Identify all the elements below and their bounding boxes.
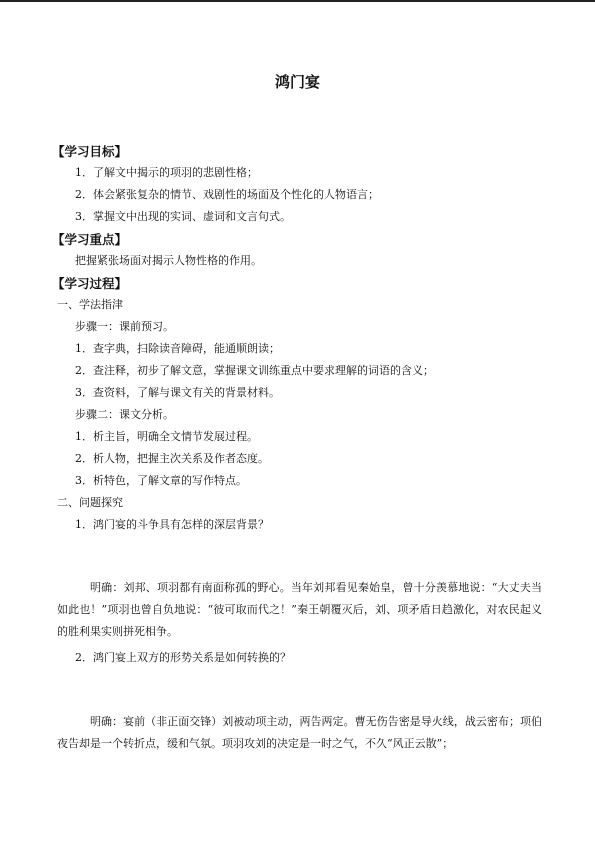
step-one-label: 步骤一：课前预习。 <box>75 320 174 333</box>
section-heading-focus: 【学习重点】 <box>52 232 128 247</box>
section-heading-process: 【学习过程】 <box>52 276 128 291</box>
question-2: 2．鸿门宴上双方的形势关系是如何转换的？ <box>75 651 291 664</box>
step-two-label: 步骤二：课文分析。 <box>75 408 174 421</box>
focus-text: 把握紧张场面对揭示人物性格的作用。 <box>75 254 262 267</box>
step-one-item-3: 3．查资料，了解与课文有关的背景材料。 <box>75 386 280 399</box>
step-two-item-1: 1．析主旨，明确全文情节发展过程。 <box>75 430 258 443</box>
goal-item-3: 3．掌握文中出现的实词、虚词和文言句式。 <box>75 210 291 223</box>
step-one-item-1: 1．查字典，扫除读音障碍，能通顺朗读； <box>75 342 280 355</box>
subheading-inquiry: 二、问题探究 <box>57 496 123 509</box>
goal-item-2: 2．体会紧张复杂的情节、戏剧性的场面及个性化的人物语言； <box>75 188 379 201</box>
question-1: 1．鸿门宴的斗争具有怎样的深层背景？ <box>75 518 269 531</box>
top-border-line <box>0 0 595 2</box>
step-two-item-3: 3．析特色，了解文章的写作特点。 <box>75 474 247 487</box>
step-one-item-2: 2．查注释，初步了解文意，掌握课文训练重点中要求理解的词语的含义； <box>75 364 434 377</box>
answer-1-paragraph: 明确：刘邦、项羽都有南面称孤的野心。当年刘邦看见秦始皇，曾十分羡慕地说：“大丈夫当如此也！”项羽也曾自负地说：“彼可取而代之！”秦王朝覆灭后，刘、项矛盾日趋激化，对农民起义的胜利果实则拼死相争。 <box>57 581 542 638</box>
answer-2-paragraph: 明确：宴前（非正面交锋）刘被动项主动，两告两定。曹无伤告密是导火线，战云密布；项伯夜告却是一个转折点，缓和气氛。项羽攻刘的决定是一时之气，不久“风正云散”； <box>57 715 542 750</box>
step-two-item-2: 2．析人物，把握主次关系及作者态度。 <box>75 452 269 465</box>
subheading-method: 一、学法指津 <box>57 298 123 311</box>
goal-item-1: 1．了解文中揭示的项羽的悲剧性格； <box>75 166 258 179</box>
section-heading-goals: 【学习目标】 <box>52 144 128 159</box>
document-title: 鸿门宴 <box>274 73 320 91</box>
